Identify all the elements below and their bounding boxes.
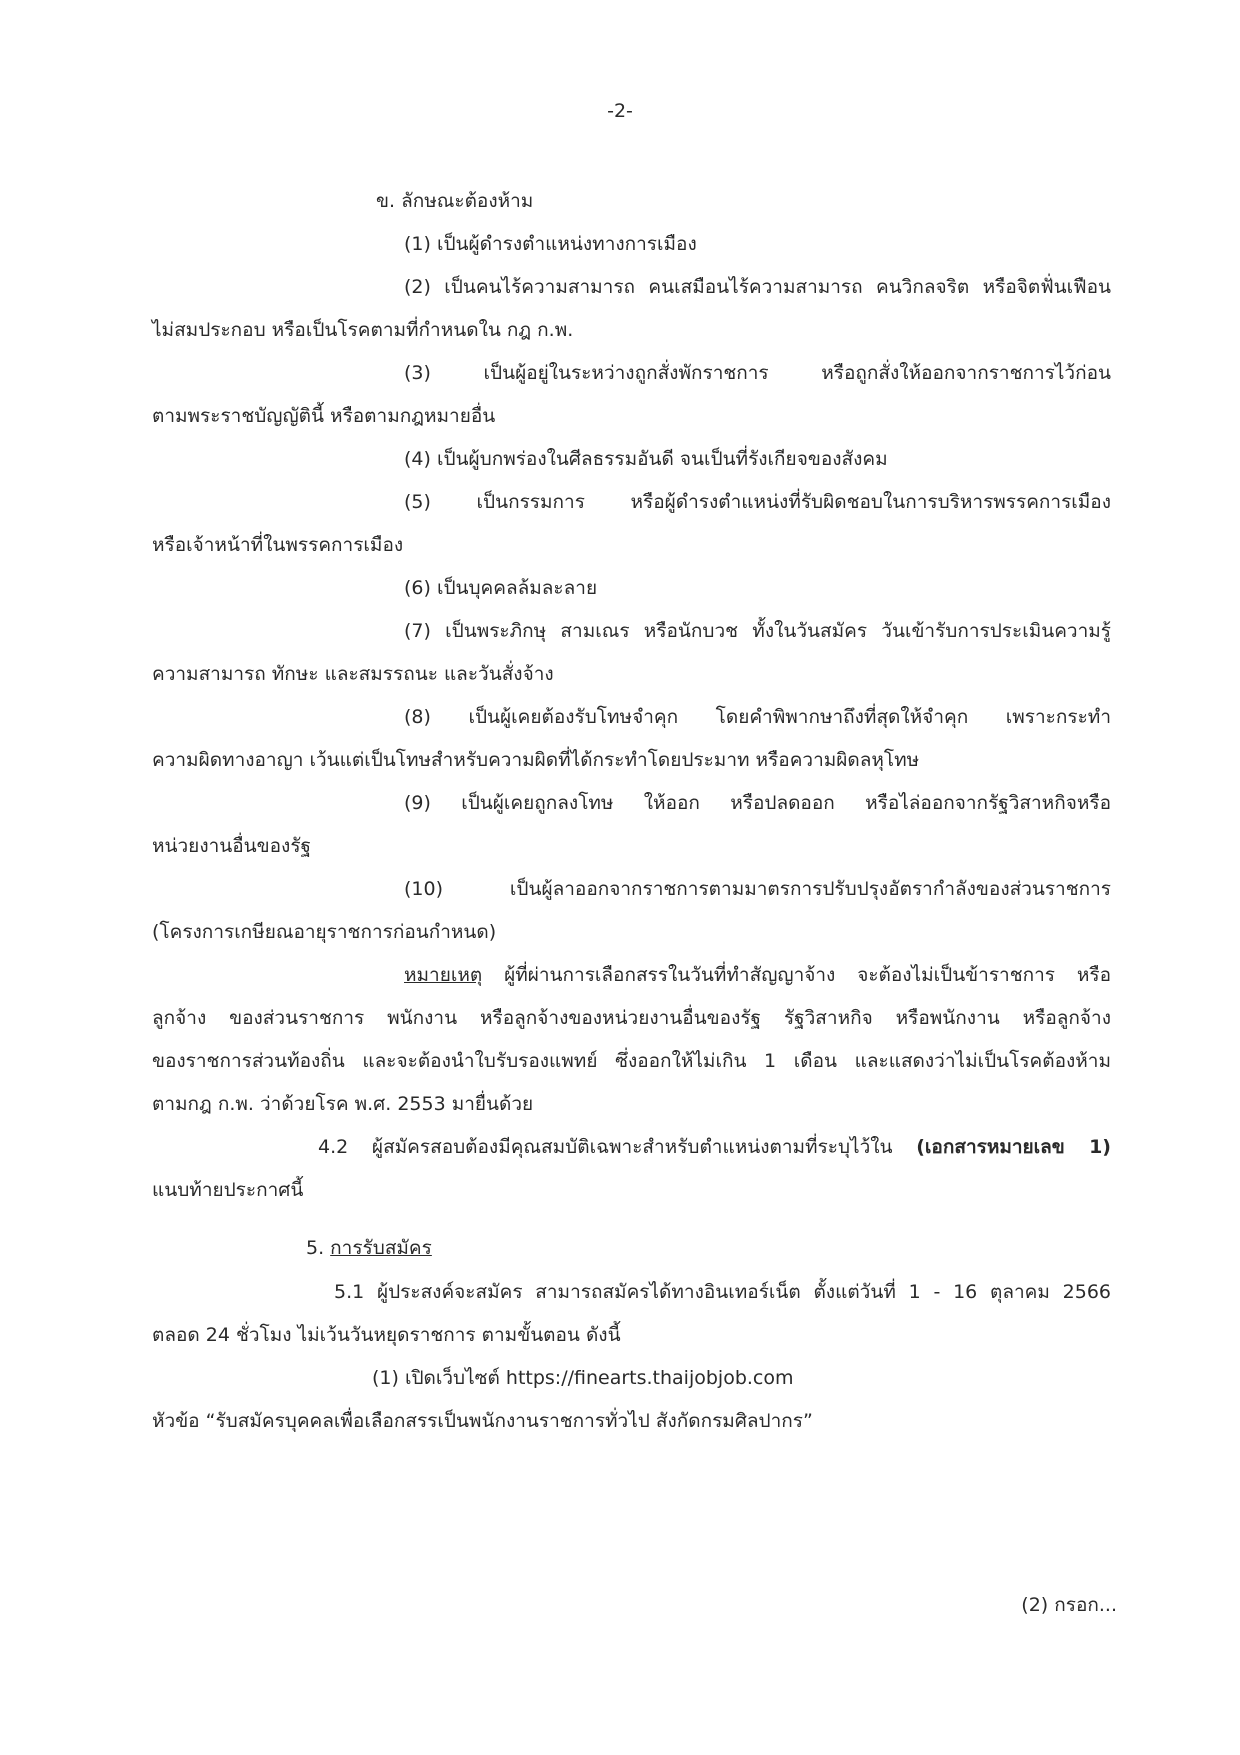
prohibited-item-4: (4) เป็นผู้บกพร่องในศีลธรรมอันดี จนเป็นที่รังเกียจของสังคม [404,448,888,470]
item-5-1-step-1: (1) เปิดเว็บไซต์ https://finearts.thaijobjob.com [372,1367,794,1389]
section-5-title: การรับสมัคร [330,1237,432,1259]
prohibited-item-10-line-1: (10) เป็นผู้ลาออกจากราชการตามมาตรการปรับปรุงอัตรากำลังของส่วนราชการ [404,878,1111,900]
prohibited-item-6: (6) เป็นบุคคลล้มละลาย [404,577,598,599]
prohibited-item-9-line-2: หน่วยงานอื่นของรัฐ [152,835,312,857]
prohibited-item-3-line-2: ตามพระราชบัญญัตินี้ หรือตามกฎหมายอื่น [152,405,496,427]
prohibited-item-10-line-2: (โครงการเกษียณอายุราชการก่อนกำหนด) [152,921,497,943]
item-4-2-document-ref: (เอกสารหมายเลข 1) [916,1136,1111,1158]
note-line-4: ตามกฎ ก.พ. ว่าด้วยโรค พ.ศ. 2553 มายื่นด้วย [152,1093,534,1115]
prohibited-item-2-line-1: (2) เป็นคนไร้ความสามารถ คนเสมือนไร้ความสามารถ คนวิกลจริต หรือจิตฟั่นเฟือน [404,276,1111,298]
prohibited-item-7-line-2: ความสามารถ ทักษะ และสมรรถนะ และวันสั่งจ้าง [152,663,554,685]
continuation-note: (2) กรอก... [1021,1594,1117,1616]
section-5-number: 5. [306,1237,331,1259]
note-label: หมายเหตุ [404,964,483,986]
prohibited-item-3-line-1: (3) เป็นผู้อยู่ในระหว่างถูกสั่งพักราชการ หรือถูกสั่งให้ออกจากราชการไว้ก่อน [404,362,1111,384]
item-5-1-line-2: ตลอด 24 ชั่วโมง ไม่เว้นวันหยุดราชการ ตามขั้นตอน ดังนี้ [152,1324,621,1346]
section-5-heading [306,1233,432,1263]
page-number: -2- [607,100,633,122]
prohibited-heading: ข. ลักษณะต้องห้าม [376,190,534,212]
item-4-2-line-1 [318,1132,1111,1162]
item-5-1-topic: หัวข้อ “รับสมัครบุคคลเพื่อเลือกสรรเป็นพนักงานราชการทั่วไป สังกัดกรมศิลปากร” [152,1410,813,1432]
prohibited-item-5-line-1: (5) เป็นกรรมการ หรือผู้ดำรงตำแหน่งที่รับผิดชอบในการบริหารพรรคการเมือง [404,491,1111,513]
note-line-1 [404,960,1111,990]
prohibited-item-2-line-2: ไม่สมประกอบ หรือเป็นโรคตามที่กำหนดใน กฎ ก.พ. [152,319,574,341]
prohibited-item-7-line-1: (7) เป็นพระภิกษุ สามเณร หรือนักบวช ทั้งในวันสมัคร วันเข้ารับการประเมินความรู้ [404,620,1111,642]
prohibited-item-8-line-2: ความผิดทางอาญา เว้นแต่เป็นโทษสำหรับความผิดที่ได้กระทำโดยประมาท หรือความผิดลหุโทษ [152,749,920,771]
item-5-1-line-1: 5.1 ผู้ประสงค์จะสมัคร สามารถสมัครได้ทางอินเทอร์เน็ต ตั้งแต่วันที่ 1 - 16 ตุลาคม 2566 [334,1281,1111,1303]
note-line-1-text: ผู้ที่ผ่านการเลือกสรรในวันที่ทำสัญญาจ้าง จะต้องไม่เป็นข้าราชการ หรือ [482,964,1111,986]
prohibited-item-1: (1) เป็นผู้ดำรงตำแหน่งทางการเมือง [404,233,697,255]
prohibited-item-5-line-2: หรือเจ้าหน้าที่ในพรรคการเมือง [152,534,404,556]
item-4-2-text: 4.2 ผู้สมัครสอบต้องมีคุณสมบัติเฉพาะสำหรับตำแหน่งตามที่ระบุไว้ใน [318,1136,917,1158]
note-line-3: ของราชการส่วนท้องถิ่น และจะต้องนำใบรับรองแพทย์ ซึ่งออกให้ไม่เกิน 1 เดือน และแสดงว่าไม่เป็นโรคต้องห้าม [152,1050,1111,1072]
item-4-2-line-2: แนบท้ายประกาศนี้ [152,1179,304,1201]
prohibited-item-8-line-1: (8) เป็นผู้เคยต้องรับโทษจำคุก โดยคำพิพากษาถึงที่สุดให้จำคุก เพราะกระทำ [404,706,1111,728]
prohibited-item-9-line-1: (9) เป็นผู้เคยถูกลงโทษ ให้ออก หรือปลดออก หรือไล่ออกจากรัฐวิสาหกิจหรือ [404,792,1111,814]
note-line-2: ลูกจ้าง ของส่วนราชการ พนักงาน หรือลูกจ้างของหน่วยงานอื่นของรัฐ รัฐวิสาหกิจ หรือพนักงาน หรือลูกจ้าง [152,1007,1111,1029]
